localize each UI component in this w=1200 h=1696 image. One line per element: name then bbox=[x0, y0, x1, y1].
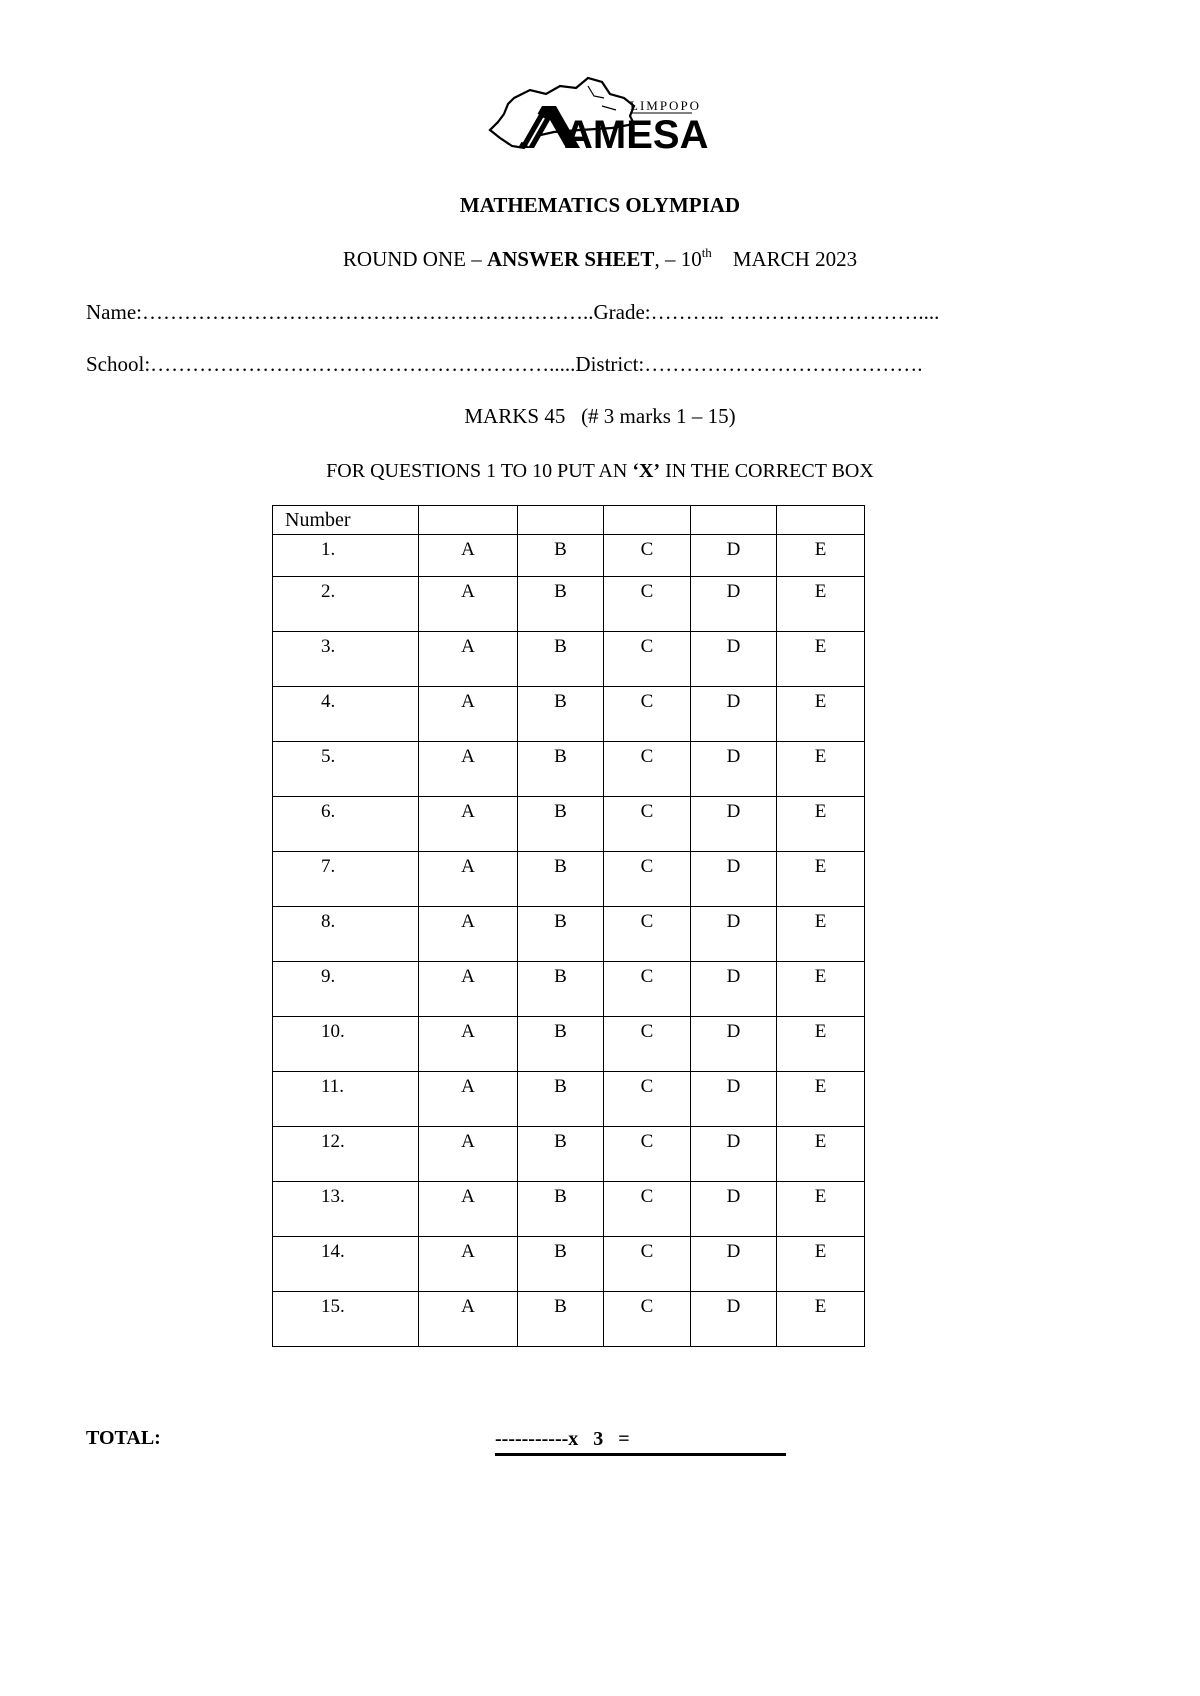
answer-box-e[interactable]: E bbox=[777, 1292, 865, 1347]
answer-box-d[interactable]: D bbox=[691, 797, 777, 852]
answer-box-a[interactable]: A bbox=[419, 1237, 518, 1292]
question-number: 15. bbox=[273, 1292, 419, 1347]
answer-box-c[interactable]: C bbox=[604, 1017, 691, 1072]
answer-box-c[interactable]: C bbox=[604, 1182, 691, 1237]
answer-box-a[interactable]: A bbox=[419, 962, 518, 1017]
answer-box-a[interactable]: A bbox=[419, 852, 518, 907]
round-sup: th bbox=[701, 245, 712, 260]
answer-box-c[interactable]: C bbox=[604, 742, 691, 797]
answer-box-d[interactable]: D bbox=[691, 1182, 777, 1237]
answer-box-e[interactable]: E bbox=[777, 632, 865, 687]
instruction bbox=[0, 457, 1200, 485]
answer-box-e[interactable]: E bbox=[777, 535, 865, 577]
question-number: 4. bbox=[273, 687, 419, 742]
question-number: 7. bbox=[273, 852, 419, 907]
round-middle: , – 10 bbox=[654, 247, 702, 271]
answer-box-a[interactable]: A bbox=[419, 687, 518, 742]
question-row bbox=[273, 962, 865, 1017]
grade-label: Grade: bbox=[593, 300, 651, 324]
option-column-header bbox=[777, 506, 865, 535]
round-prefix: ROUND ONE – bbox=[342, 247, 487, 271]
district-label: District: bbox=[575, 352, 645, 376]
table-header-row bbox=[273, 506, 865, 535]
answer-box-a[interactable]: A bbox=[419, 1072, 518, 1127]
instruction-prefix: FOR QUESTIONS 1 TO 10 PUT AN bbox=[326, 460, 633, 482]
answer-box-c[interactable]: C bbox=[604, 907, 691, 962]
question-row bbox=[273, 742, 865, 797]
option-column-header bbox=[691, 506, 777, 535]
answer-box-a[interactable]: A bbox=[419, 632, 518, 687]
answer-box-c[interactable]: C bbox=[604, 852, 691, 907]
answer-box-a[interactable]: A bbox=[419, 535, 518, 577]
answer-box-d[interactable]: D bbox=[691, 1292, 777, 1347]
answer-box-b[interactable]: B bbox=[518, 1127, 604, 1182]
question-row bbox=[273, 1292, 865, 1347]
question-row bbox=[273, 852, 865, 907]
question-row bbox=[273, 687, 865, 742]
answer-box-e[interactable]: E bbox=[777, 797, 865, 852]
answer-box-b[interactable]: B bbox=[518, 852, 604, 907]
answer-box-d[interactable]: D bbox=[691, 742, 777, 797]
answer-box-d[interactable]: D bbox=[691, 1017, 777, 1072]
option-column-header bbox=[604, 506, 691, 535]
answer-box-b[interactable]: B bbox=[518, 797, 604, 852]
answer-box-b[interactable]: B bbox=[518, 632, 604, 687]
option-column-header bbox=[518, 506, 604, 535]
amesa-logo bbox=[484, 76, 720, 162]
answer-box-d[interactable]: D bbox=[691, 632, 777, 687]
answer-box-b[interactable]: B bbox=[518, 742, 604, 797]
answer-box-e[interactable]: E bbox=[777, 1072, 865, 1127]
answer-box-a[interactable]: A bbox=[419, 1017, 518, 1072]
name-label: Name: bbox=[86, 300, 142, 324]
answer-box-c[interactable]: C bbox=[604, 632, 691, 687]
answer-box-a[interactable]: A bbox=[419, 577, 518, 632]
answer-table bbox=[272, 505, 865, 1347]
answer-box-c[interactable]: C bbox=[604, 1237, 691, 1292]
answer-box-a[interactable]: A bbox=[419, 797, 518, 852]
question-number: 6. bbox=[273, 797, 419, 852]
question-number: 10. bbox=[273, 1017, 419, 1072]
answer-box-b[interactable]: B bbox=[518, 1072, 604, 1127]
answer-box-c[interactable]: C bbox=[604, 1072, 691, 1127]
answer-box-c[interactable]: C bbox=[604, 577, 691, 632]
question-number: 1. bbox=[273, 535, 419, 577]
answer-box-b[interactable]: B bbox=[518, 687, 604, 742]
answer-box-c[interactable]: C bbox=[604, 797, 691, 852]
answer-box-b[interactable]: B bbox=[518, 577, 604, 632]
question-number: 3. bbox=[273, 632, 419, 687]
instruction-bold: ‘X’ bbox=[632, 460, 661, 482]
school-label: School: bbox=[86, 352, 151, 376]
question-row bbox=[273, 632, 865, 687]
answer-box-a[interactable]: A bbox=[419, 907, 518, 962]
question-row bbox=[273, 797, 865, 852]
answer-box-c[interactable]: C bbox=[604, 962, 691, 1017]
answer-box-a[interactable]: A bbox=[419, 1292, 518, 1347]
name-field[interactable]: ……………………………………………………….. bbox=[141, 300, 594, 324]
question-number: 5. bbox=[273, 742, 419, 797]
question-number: 8. bbox=[273, 907, 419, 962]
answer-box-b[interactable]: B bbox=[518, 1237, 604, 1292]
question-number: 2. bbox=[273, 577, 419, 632]
logo-text: AMESA bbox=[564, 113, 709, 157]
name-grade-row bbox=[86, 298, 939, 326]
answer-box-d[interactable]: D bbox=[691, 1072, 777, 1127]
answer-box-a[interactable]: A bbox=[419, 1127, 518, 1182]
question-row bbox=[273, 1182, 865, 1237]
option-column-header bbox=[419, 506, 518, 535]
question-row bbox=[273, 907, 865, 962]
answer-box-e[interactable]: E bbox=[777, 852, 865, 907]
answer-box-e[interactable]: E bbox=[777, 577, 865, 632]
answer-box-b[interactable]: B bbox=[518, 1017, 604, 1072]
answer-box-e[interactable]: E bbox=[777, 687, 865, 742]
answer-box-b[interactable]: B bbox=[518, 962, 604, 1017]
question-row bbox=[273, 1237, 865, 1292]
question-row bbox=[273, 1017, 865, 1072]
answer-box-e[interactable]: E bbox=[777, 1182, 865, 1237]
question-row bbox=[273, 1072, 865, 1127]
round-suffix: MARCH 2023 bbox=[711, 247, 858, 271]
answer-box-d[interactable]: D bbox=[691, 962, 777, 1017]
district-field[interactable]: …………………………………. bbox=[644, 352, 923, 376]
answer-box-e[interactable]: E bbox=[777, 1237, 865, 1292]
question-number: 9. bbox=[273, 962, 419, 1017]
logo-subtext: LIMPOPO bbox=[630, 98, 702, 113]
marks-info: MARKS 45 (# 3 marks 1 – 15) bbox=[464, 404, 736, 428]
school-district-row bbox=[86, 350, 923, 378]
answer-box-d[interactable]: D bbox=[691, 687, 777, 742]
answer-box-d[interactable]: D bbox=[691, 852, 777, 907]
question-number: 11. bbox=[273, 1072, 419, 1127]
answer-box-b[interactable]: B bbox=[518, 907, 604, 962]
answer-box-e[interactable]: E bbox=[777, 742, 865, 797]
answer-box-d[interactable]: D bbox=[691, 577, 777, 632]
answer-box-d[interactable]: D bbox=[691, 535, 777, 577]
answer-box-d[interactable]: D bbox=[691, 1127, 777, 1182]
round-bold: ANSWER SHEET bbox=[486, 247, 655, 271]
question-number: 12. bbox=[273, 1127, 419, 1182]
answer-box-c[interactable]: C bbox=[604, 687, 691, 742]
school-field[interactable]: …………………………………………………..... bbox=[150, 352, 576, 376]
answer-box-e[interactable]: E bbox=[777, 962, 865, 1017]
answer-box-e[interactable]: E bbox=[777, 1017, 865, 1072]
number-column-header: Number bbox=[273, 506, 419, 535]
question-row bbox=[273, 535, 865, 577]
answer-box-a[interactable]: A bbox=[419, 1182, 518, 1237]
total-formula[interactable]: -----------x 3 = bbox=[495, 1425, 786, 1456]
total-label: TOTAL: bbox=[86, 1427, 161, 1449]
question-row bbox=[273, 1127, 865, 1182]
answer-box-c[interactable]: C bbox=[604, 1292, 691, 1347]
round-heading bbox=[0, 245, 1200, 273]
answer-box-b[interactable]: B bbox=[518, 535, 604, 577]
answer-box-a[interactable]: A bbox=[419, 742, 518, 797]
page-title: MATHEMATICS OLYMPIAD bbox=[459, 193, 741, 217]
answer-box-d[interactable]: D bbox=[691, 907, 777, 962]
question-number: 13. bbox=[273, 1182, 419, 1237]
answer-box-d[interactable]: D bbox=[691, 1237, 777, 1292]
grade-field[interactable]: ……….. ……………………….... bbox=[650, 300, 940, 324]
question-row bbox=[273, 577, 865, 632]
answer-box-b[interactable]: B bbox=[518, 1292, 604, 1347]
answer-box-c[interactable]: C bbox=[604, 1127, 691, 1182]
answer-box-c[interactable]: C bbox=[604, 535, 691, 577]
question-number: 14. bbox=[273, 1237, 419, 1292]
answer-box-e[interactable]: E bbox=[777, 907, 865, 962]
answer-box-b[interactable]: B bbox=[518, 1182, 604, 1237]
amesa-logo-graphic bbox=[484, 76, 720, 162]
answer-box-e[interactable]: E bbox=[777, 1127, 865, 1182]
instruction-suffix: IN THE CORRECT BOX bbox=[660, 460, 874, 482]
